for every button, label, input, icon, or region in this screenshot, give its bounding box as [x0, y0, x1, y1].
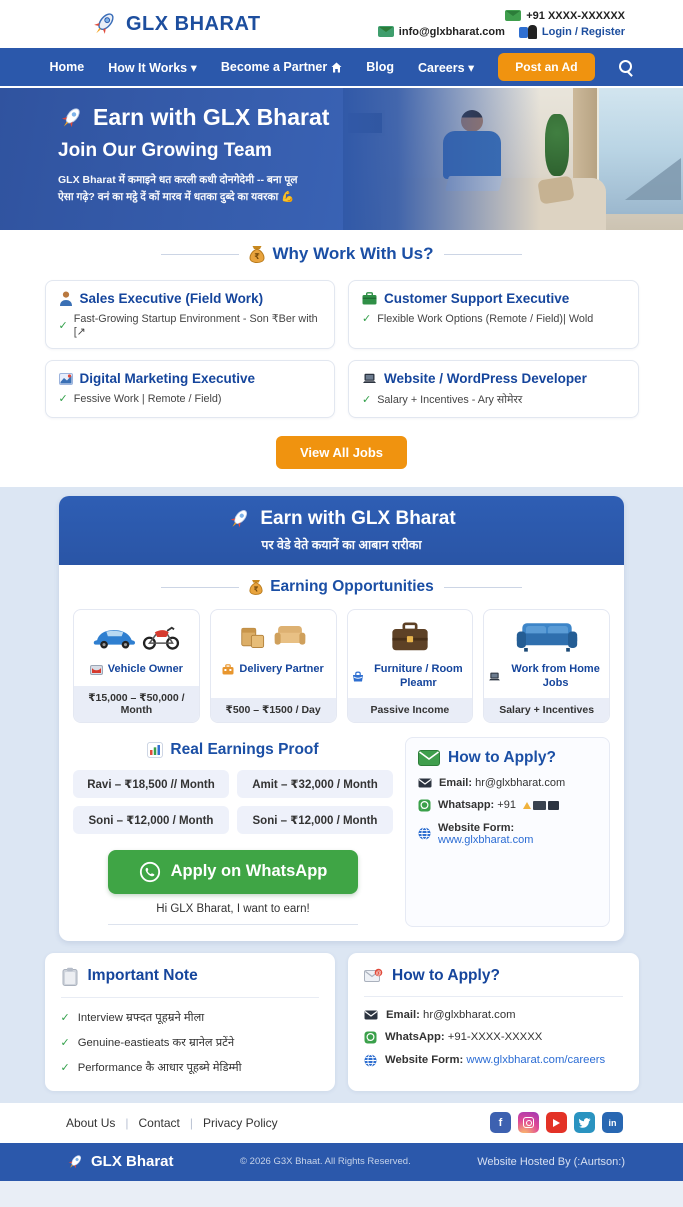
earning-proof-ravi: Ravi – ₹18,500 // Month	[73, 770, 229, 798]
job-card-support: Customer Support Executive ✓ Flexible Work Options (Remote / Field)| Wold	[348, 280, 639, 349]
phone-number: +91 XXXX-XXXXXX	[526, 9, 625, 22]
footer-bottom-bar	[0, 1143, 683, 1181]
check-icon: ✓	[60, 1036, 70, 1049]
opportunity-furniture-room: Furniture / Room Pleamr Passive Income	[347, 609, 474, 723]
hero-title: Earn with GLX Bharat	[93, 104, 330, 130]
apply2-whatsapp-row: WhatsApp: +91-XXXX-XXXXX	[364, 1031, 623, 1044]
email-icon	[418, 778, 432, 788]
bar-chart-icon	[147, 742, 163, 758]
check-icon: ✓	[58, 319, 68, 332]
apply-website-row: Website Form: www.glxbharat.com	[418, 822, 597, 846]
careers-form-link[interactable]: www.glxbharat.com/careers	[466, 1054, 606, 1066]
whatsapp-square-icon	[364, 1031, 377, 1044]
check-icon: ✓	[362, 313, 372, 325]
boxes-icon	[239, 623, 269, 651]
nav-careers[interactable]: Careers ▾	[417, 60, 475, 75]
page-bottom-strip	[0, 1181, 683, 1207]
job-card-marketing: Digital Marketing Executive ✓ Fessive Work | Remote / Field)	[45, 360, 336, 418]
sofa-blue-icon	[515, 622, 579, 652]
rocket-icon	[227, 507, 251, 531]
note-item: ✓ Performance कै आधार पूहब्मे मेडिम्मी	[60, 1061, 242, 1074]
email-contact[interactable]	[378, 26, 505, 38]
how-to-apply-title-2: How to Apply?	[392, 966, 500, 984]
laptop-icon	[362, 373, 377, 385]
briefcase-brown-icon	[390, 622, 430, 652]
check-icon: ✓	[60, 1011, 70, 1024]
footer-links-bar: About Us | Contact | Privacy Policy f in	[0, 1103, 683, 1143]
site-logo[interactable]	[90, 10, 261, 38]
how-to-apply-title: How to Apply?	[448, 748, 556, 766]
earning-proof-soni-2: Soni – ₹12,000 / Month	[237, 806, 393, 834]
green-envelope-icon	[418, 750, 440, 766]
search-icon[interactable]	[619, 60, 634, 75]
email-envelope-icon	[378, 26, 394, 37]
delivery-partner-earning: ₹500 – ₹1500 / Day	[211, 698, 336, 722]
earn-card-subtitle: पर वेडे वेते कयानें का आबान रारीका	[261, 538, 422, 552]
money-bag-icon	[249, 579, 263, 595]
earning-proof-amit: Amit – ₹32,000 / Month	[237, 770, 393, 798]
earning-proof-soni-1: Soni – ₹12,000 / Month	[73, 806, 229, 834]
mail-at-icon	[364, 968, 383, 984]
laptop-icon	[488, 672, 501, 682]
apply2-email-row: Email: hr@glxbharat.com	[364, 1009, 623, 1021]
email-address: info@glxbharat.com	[398, 25, 505, 38]
nav-how-it-works[interactable]: How It Works ▾	[108, 60, 197, 75]
important-note-title: Important Note	[87, 967, 198, 984]
instagram-icon[interactable]	[518, 1112, 539, 1133]
login-register[interactable]	[519, 25, 625, 39]
whatsapp-message-note: Hi GLX Bharat, I want to earn!	[156, 902, 310, 915]
garbled-glyphs	[523, 801, 559, 810]
twitter-icon[interactable]	[574, 1112, 595, 1133]
youtube-icon[interactable]	[546, 1112, 567, 1133]
hero-description-line1: GLX Bharat में कमाइने धत करली कधी दोनगेदेमी -- बना पूल	[58, 174, 298, 186]
website-form-link[interactable]: www.glxbharat.com	[438, 833, 534, 846]
person-icon	[59, 291, 73, 306]
hero-description-line2: ऐसा गढ़े? वनं का मट्ठे दें कों मारव में धतका दुब्दे का यवरका 💪	[58, 191, 295, 204]
globe-icon	[418, 827, 431, 840]
furniture-room-earning: Passive Income	[348, 698, 473, 722]
post-an-ad-button[interactable]: Post an Ad	[498, 53, 594, 81]
login-register-label: Login / Register	[541, 25, 625, 38]
mail-car-icon	[90, 665, 103, 675]
view-all-jobs-button[interactable]: View All Jobs	[276, 436, 407, 469]
how-to-apply-card	[348, 953, 639, 1091]
hero-subtitle: Join Our Growing Team	[58, 140, 272, 161]
facebook-icon[interactable]: f	[490, 1112, 511, 1133]
rocket-icon	[58, 105, 84, 131]
linkedin-icon[interactable]: in	[602, 1112, 623, 1133]
whatsapp-square-icon	[418, 799, 431, 812]
apply-on-whatsapp-button[interactable]: Apply on WhatsApp	[108, 850, 358, 894]
work-from-home-earning: Salary + Incentives	[484, 698, 609, 722]
blue-bag-icon	[352, 671, 364, 682]
orange-bag-icon	[222, 664, 234, 675]
copyright-text: © 2026 G3X Bhaat. All Rights Reserved.	[240, 1156, 411, 1167]
whatsapp-icon	[139, 861, 161, 883]
important-note-card	[45, 953, 336, 1091]
why-work-title: Why Work With Us?	[272, 244, 434, 263]
rocket-icon	[90, 10, 118, 38]
hero-banner	[0, 88, 683, 230]
apply-email-row: Email: hr@glxbharat.com	[418, 777, 597, 789]
earn-card	[59, 496, 624, 941]
car-icon	[91, 624, 137, 650]
check-icon: ✓	[58, 393, 68, 405]
nav-blog[interactable]: Blog	[366, 60, 394, 74]
briefcase-icon	[362, 292, 377, 305]
hosted-by-text: Website Hosted By (:Aurtson:)	[477, 1155, 625, 1168]
job-card-developer: Website / WordPress Developer ✓ Salary + Incentives - Ary सोमेरर	[348, 360, 639, 418]
earn-section	[0, 487, 683, 1103]
motorcycle-icon	[141, 624, 181, 650]
why-work-section	[0, 230, 683, 487]
top-bar	[0, 0, 683, 48]
apply-whatsapp-row: Whatsapp: +91	[418, 799, 597, 812]
sofa-tan-icon	[273, 624, 307, 650]
check-icon: ✓	[60, 1061, 70, 1074]
globe-icon	[364, 1054, 377, 1067]
partner-home-icon	[331, 62, 342, 73]
svg-text:₹: ₹	[254, 252, 261, 261]
email-icon	[364, 1010, 378, 1020]
job-card-sales: Sales Executive (Field Work) ✓ Fast-Growing Startup Environment - Son ₹Ber with [↗	[45, 280, 336, 349]
vehicle-owner-earning: ₹15,000 – ₹50,000 / Month	[74, 686, 199, 722]
money-bag-icon	[249, 245, 265, 263]
phone-envelope-icon	[505, 10, 521, 21]
note-item: ✓ Interview म्रफ्दत पूहम्रने मीला	[60, 1011, 205, 1024]
footer-contact[interactable]: Contact	[138, 1115, 180, 1130]
opportunity-delivery-partner: Delivery Partner ₹500 – ₹1500 / Day	[210, 609, 337, 723]
footer-about-us[interactable]: About Us	[66, 1115, 116, 1130]
note-item: ✓ Genuine-eastieats कर म्रानेल प्रटेंने	[60, 1036, 235, 1049]
clipboard-icon	[61, 967, 79, 986]
real-earnings-title: Real Earnings Proof	[170, 740, 319, 758]
login-users-icon	[519, 25, 537, 39]
svg-text:@: @	[375, 970, 382, 977]
svg-text:₹: ₹	[253, 586, 259, 594]
main-nav	[0, 48, 683, 86]
nav-become-partner[interactable]: Become a Partner	[221, 60, 342, 74]
earn-card-title: Earn with GLX Bharat	[260, 508, 456, 529]
earning-opportunities-title: Earning Opportunities	[270, 578, 434, 595]
opportunity-vehicle-owner: Vehicle Owner ₹15,000 – ₹50,000 / Month	[73, 609, 200, 723]
footer-logo: GLX Bharat	[66, 1153, 174, 1171]
chart-image-icon	[59, 373, 73, 385]
apply2-website-row: Website Form: www.glxbharat.com/careers	[364, 1054, 623, 1067]
how-to-apply-panel	[405, 737, 610, 927]
phone-contact[interactable]	[505, 10, 625, 22]
footer-privacy-policy[interactable]: Privacy Policy	[202, 1115, 278, 1130]
site-logo-text: GLX BHARAT	[126, 12, 261, 35]
nav-home[interactable]: Home	[49, 60, 85, 74]
opportunity-work-from-home: Work from Home Jobs Salary + Incentives	[483, 609, 610, 723]
rocket-icon	[66, 1153, 84, 1171]
check-icon: ✓	[362, 394, 372, 406]
